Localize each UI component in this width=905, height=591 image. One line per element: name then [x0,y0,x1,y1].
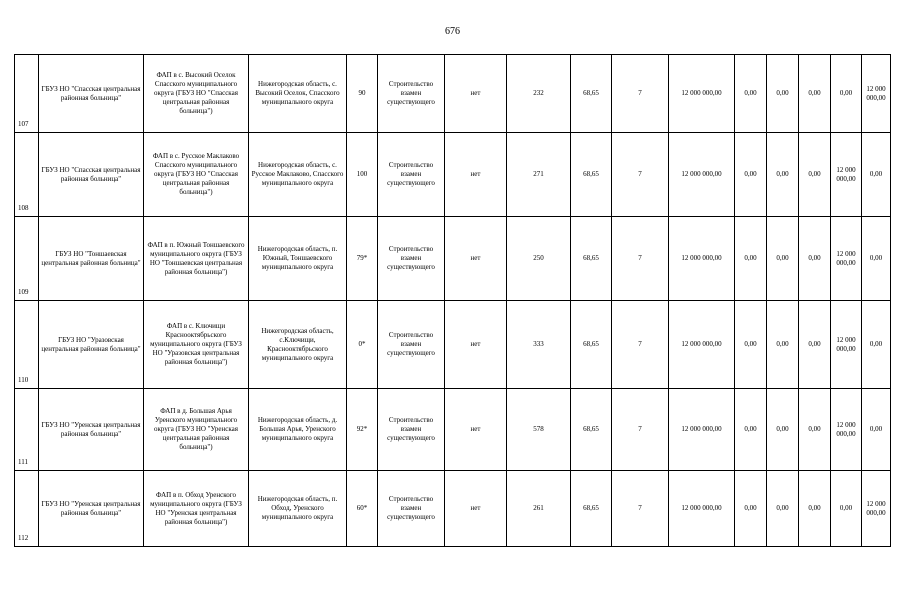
cost-cell-2: 0,00 [767,217,799,301]
facility-cell: ФАП в с. Русское Маклаково Спасского муниципального округа (ГБУЗ НО "Спасская центральная районная больница") [144,133,249,217]
cost-cell-4: 12 000 000,00 [831,217,862,301]
distance-cell: 333 [507,301,571,389]
distance-cell: 271 [507,133,571,217]
cost-cell-5: 0,00 [862,133,891,217]
flag-cell: нет [445,471,507,547]
cost-cell-2: 0,00 [767,55,799,133]
cost-cell-5: 12 000 000,00 [862,471,891,547]
flag-cell: нет [445,133,507,217]
cost-cell-4: 0,00 [831,55,862,133]
organization-cell: ГБУЗ НО "Уренская центральная районная больница" [39,471,144,547]
area-cell: 68,65 [571,55,612,133]
table-row [15,389,891,471]
cost-cell-1: 0,00 [735,389,767,471]
population-cell: 100 [347,133,378,217]
cost-cell-5: 0,00 [862,389,891,471]
flag-cell: нет [445,301,507,389]
cost-cell-1: 0,00 [735,133,767,217]
cost-cell-5: 0,00 [862,217,891,301]
total-cost-cell: 12 000 000,00 [669,217,735,301]
area-cell: 68,65 [571,389,612,471]
cost-cell-1: 0,00 [735,217,767,301]
cost-cell-4: 12 000 000,00 [831,301,862,389]
address-cell: Нижегородская область, п. Южный, Тоншаевского муниципального округа [249,217,347,301]
row-number: 107 [15,55,39,133]
total-cost-cell: 12 000 000,00 [669,133,735,217]
row-number: 109 [15,217,39,301]
facility-cell: ФАП в с. Ключищи Краснооктябрьского муниципального округа (ГБУЗ НО "Уразовская центральная районная больница") [144,301,249,389]
page-number: 676 [445,26,460,37]
population-cell: 0* [347,301,378,389]
staff-cell: 7 [612,301,669,389]
work-type-cell: Строительство взамен существующего [378,471,445,547]
row-number: 111 [15,389,39,471]
facilities-table [14,54,891,547]
staff-cell: 7 [612,217,669,301]
facility-cell: ФАП в п. Обход Уренского муниципального округа (ГБУЗ НО "Уренская центральная районная больница") [144,471,249,547]
organization-cell: ГБУЗ НО "Тоншаевская центральная районная больница" [39,217,144,301]
total-cost-cell: 12 000 000,00 [669,55,735,133]
organization-cell: ГБУЗ НО "Уренская центральная районная больница" [39,389,144,471]
distance-cell: 250 [507,217,571,301]
organization-cell: ГБУЗ НО "Спасская центральная районная больница" [39,133,144,217]
facility-cell: ФАП в с. Высокий Оселок Спасского муниципального округа (ГБУЗ НО "Спасская центральная районная больница") [144,55,249,133]
work-type-cell: Строительство взамен существующего [378,55,445,133]
total-cost-cell: 12 000 000,00 [669,389,735,471]
table-row [15,133,891,217]
cost-cell-1: 0,00 [735,471,767,547]
organization-cell: ГБУЗ НО "Спасская центральная районная больница" [39,55,144,133]
table-row [15,55,891,133]
work-type-cell: Строительство взамен существующего [378,217,445,301]
cost-cell-1: 0,00 [735,55,767,133]
address-cell: Нижегородская область, д. Большая Арья, Уренского муниципального округа [249,389,347,471]
cost-cell-2: 0,00 [767,389,799,471]
total-cost-cell: 12 000 000,00 [669,301,735,389]
area-cell: 68,65 [571,133,612,217]
cost-cell-2: 0,00 [767,471,799,547]
work-type-cell: Строительство взамен существующего [378,133,445,217]
cost-cell-5: 0,00 [862,301,891,389]
area-cell: 68,65 [571,301,612,389]
cost-cell-3: 0,00 [799,55,831,133]
population-cell: 90 [347,55,378,133]
facility-cell: ФАП в д. Большая Арья Уренского муниципального округа (ГБУЗ НО "Уренская центральная районная больница") [144,389,249,471]
address-cell: Нижегородская область, с. Высокий Оселок, Спасского муниципального округа [249,55,347,133]
table-row [15,471,891,547]
address-cell: Нижегородская область, п. Обход, Уренского муниципального округа [249,471,347,547]
cost-cell-4: 12 000 000,00 [831,133,862,217]
work-type-cell: Строительство взамен существующего [378,301,445,389]
address-cell: Нижегородская область, с.Ключищи, Краснооктябрьского муниципального округа [249,301,347,389]
population-cell: 60* [347,471,378,547]
staff-cell: 7 [612,55,669,133]
population-cell: 92* [347,389,378,471]
cost-cell-3: 0,00 [799,133,831,217]
organization-cell: ГБУЗ НО "Уразовская центральная районная больница" [39,301,144,389]
total-cost-cell: 12 000 000,00 [669,471,735,547]
staff-cell: 7 [612,471,669,547]
flag-cell: нет [445,55,507,133]
row-number: 112 [15,471,39,547]
area-cell: 68,65 [571,217,612,301]
cost-cell-3: 0,00 [799,217,831,301]
distance-cell: 261 [507,471,571,547]
flag-cell: нет [445,217,507,301]
row-number: 110 [15,301,39,389]
area-cell: 68,65 [571,471,612,547]
table-row [15,217,891,301]
cost-cell-3: 0,00 [799,471,831,547]
flag-cell: нет [445,389,507,471]
staff-cell: 7 [612,133,669,217]
population-cell: 79* [347,217,378,301]
address-cell: Нижегородская область, с. Русское Маклаково, Спасского муниципального округа [249,133,347,217]
facility-cell: ФАП в п. Южный Тоншаевского муниципального округа (ГБУЗ НО "Тоншаевская центральная районная больница") [144,217,249,301]
work-type-cell: Строительство взамен существующего [378,389,445,471]
cost-cell-4: 0,00 [831,471,862,547]
cost-cell-3: 0,00 [799,389,831,471]
staff-cell: 7 [612,389,669,471]
cost-cell-4: 12 000 000,00 [831,389,862,471]
cost-cell-5: 12 000 000,00 [862,55,891,133]
cost-cell-1: 0,00 [735,301,767,389]
cost-cell-2: 0,00 [767,301,799,389]
cost-cell-3: 0,00 [799,301,831,389]
row-number: 108 [15,133,39,217]
distance-cell: 232 [507,55,571,133]
cost-cell-2: 0,00 [767,133,799,217]
distance-cell: 578 [507,389,571,471]
table-row [15,301,891,389]
